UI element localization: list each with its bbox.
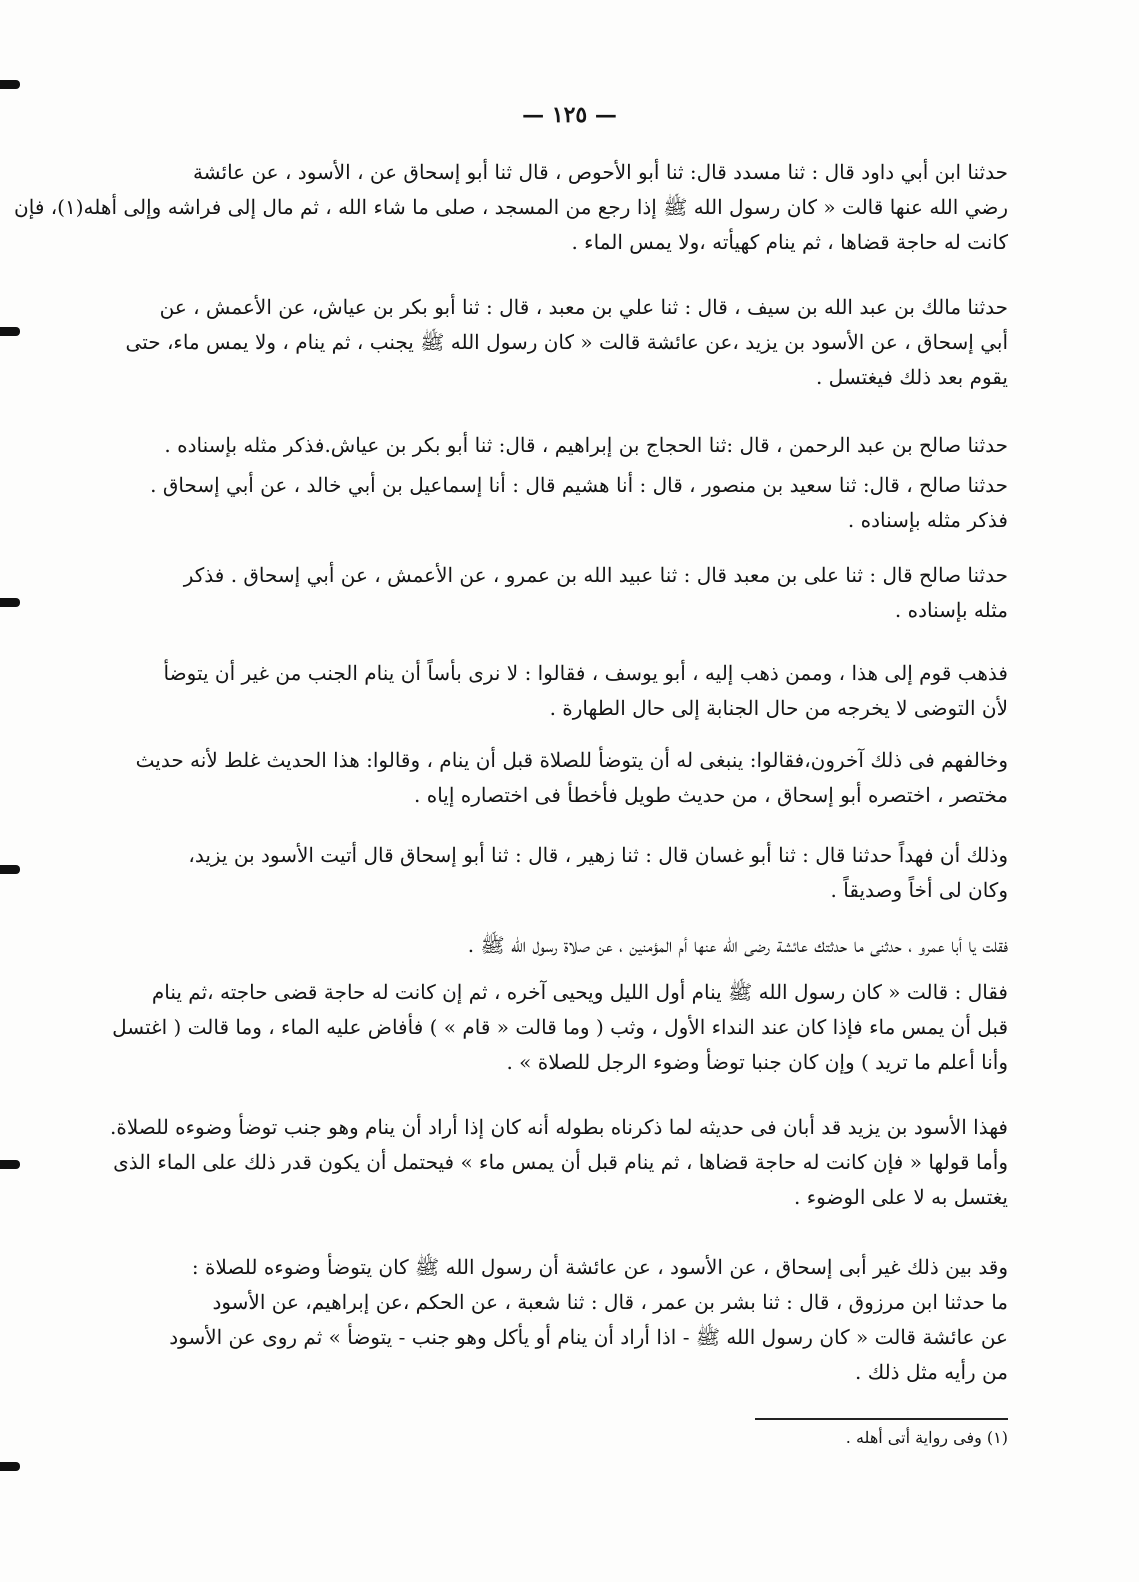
- text-line: وكان لى أخاً وصديقاً .: [830, 878, 1008, 902]
- paragraph: [109, 1110, 1008, 1215]
- page-number: — ١٢٥ —: [522, 102, 617, 128]
- text-line: رضي الله عنها قالت « كان رسول الله ﷺ إذا رجع من المسجد ، صلى ما شاء الله ، ثم مال إلى فراشه وإلى أهله(١)، فإن: [14, 195, 1008, 219]
- footnote: (١) وفى رواية أتى أهله .: [845, 1428, 1008, 1447]
- text-line: حدثنا صالح بن عبد الرحمن ، قال :ثنا الحجاج بن إبراهيم ، قال: ثنا أبو بكر بن عياش.فذكر مثله بإسناده .: [164, 433, 1008, 457]
- text-line: فذكر مثله بإسناده .: [847, 508, 1008, 532]
- paragraph: [118, 656, 1008, 726]
- text-line: يقوم بعد ذلك فيغتسل .: [815, 365, 1008, 389]
- text-line: من رأيه مثل ذلك .: [855, 1360, 1008, 1384]
- scan-edge-mark: [0, 1160, 20, 1169]
- text-line: وأما قولها « فإن كانت له حاجة قضاها ، ثم ينام قبل أن يمس ماء » فيحتمل أن يكون قدر ذلك على الماء الذى: [113, 1150, 1008, 1174]
- text-line: قبل أن يمس ماء فإذا كان عند النداء الأول ، وثب ( وما قالت « قام » ) فأفاض عليه الماء ، وما قالت ( اغتسل: [112, 1015, 1008, 1039]
- text-line: عن عائشة قالت « كان رسول الله ﷺ - اذا أراد أن ينام أو يأكل وهو جنب - يتوضأ » ثم روى عن الأسود: [169, 1325, 1008, 1349]
- scan-edge-mark: [0, 598, 20, 607]
- text-line: وقد بين ذلك غير أبى إسحاق ، عن الأسود ، عن عائشة أن رسول الله ﷺ كان يتوضأ وضوءه للصلاة :: [191, 1255, 1008, 1279]
- paragraph: [118, 743, 1008, 813]
- text-line: وأنا أعلم ما تريد ) وإن كان جنبا توضأ وضوء الرجل للصلاة » .: [506, 1050, 1008, 1074]
- paragraph: [118, 1250, 1008, 1390]
- paragraph: [118, 428, 1008, 463]
- text-line: وذلك أن فهداً حدثنا قال : ثنا أبو غسان قال : ثنا زهير ، قال : ثنا أبو إسحاق قال أتيت الأسود بن يزيد،: [188, 843, 1008, 867]
- text-line: مثله بإسناده .: [894, 598, 1008, 622]
- scan-edge-mark: [0, 1462, 20, 1471]
- text-line: حدثنا صالح قال : ثنا على بن معبد قال : ثنا عبيد الله بن عمرو ، عن الأعمش ، عن أبي إسحاق . فذكر: [183, 563, 1008, 587]
- text-line: يغتسل به لا على الوضوء .: [793, 1185, 1008, 1209]
- scan-edge-mark: [0, 80, 20, 89]
- paragraph: [118, 558, 1008, 628]
- text-line: كانت له حاجة قضاها ، ثم ينام كهيأته ،ولا يمس الماء .: [571, 230, 1008, 254]
- paragraph: [118, 928, 1008, 963]
- paragraph: [112, 975, 1008, 1080]
- text-line: حدثنا ابن أبي داود قال : ثنا مسدد قال: ثنا أبو الأحوص ، قال ثنا أبو إسحاق عن ، الأسود ، عن عائشة: [192, 160, 1008, 184]
- text-line: فقال : قالت « كان رسول الله ﷺ ينام أول الليل ويحيى آخره ، ثم إن كانت له حاجة قضى حاجته ،ثم ينام: [151, 980, 1008, 1004]
- paragraph: [118, 468, 1008, 538]
- footnote-rule: [755, 1418, 1008, 1420]
- text-line: حدثنا صالح ، قال: ثنا سعيد بن منصور ، قال : أنا هشيم قال : أنا إسماعيل بن أبي خالد ، عن أبي إسحاق .: [150, 473, 1008, 497]
- text-line: مختصر ، اختصره أبو إسحاق ، من حديث طويل فأخطأ فى اختصاره إياه .: [414, 783, 1008, 807]
- text-line: فذهب قوم إلى هذا ، وممن ذهب إليه ، أبو يوسف ، فقالوا : لا نرى بأساً أن ينام الجنب من غير أن يتوضأ: [163, 661, 1008, 685]
- text-line: لأن التوضى لا يخرجه من حال الجنابة إلى حال الطهارة .: [549, 696, 1008, 720]
- scan-edge-mark: [0, 865, 20, 874]
- paragraph: [118, 290, 1008, 395]
- text-line: فقلت يا أبا عمرو ، حدثنى ما حدثتك عائشة رضى الله عنها أم المؤمنين ، عن صلاة رسول الله ﷺ .: [467, 933, 1008, 957]
- text-line: حدثنا مالك بن عبد الله بن سيف ، قال : ثنا علي بن معبد ، قال : ثنا أبو بكر بن عياش، عن الأعمش ، عن: [159, 295, 1008, 319]
- text-line: وخالفهم فى ذلك آخرون،فقالوا: ينبغى له أن يتوضأ للصلاة قبل أن ينام ، وقالوا: هذا الحديث غلط لأنه حديث: [135, 748, 1008, 772]
- text-line: أبي إسحاق ، عن الأسود بن يزيد ،عن عائشة قالت « كان رسول الله ﷺ يجنب ، ثم ينام ، ولا يمس ماء، حتى: [125, 330, 1008, 354]
- paragraph: [14, 155, 1008, 260]
- text-line: فهذا الأسود بن يزيد قد أبان فى حديثه لما ذكرناه بطوله أنه كان إذا أراد أن ينام وهو جنب توضأ وضوءه للصلاة.: [109, 1115, 1008, 1139]
- text-line: ما حدثنا ابن مرزوق ، قال : ثنا بشر بن عمر ، قال : ثنا شعبة ، عن الحكم ،عن إبراهيم، عن الأسود: [212, 1290, 1008, 1314]
- paragraph: [118, 838, 1008, 908]
- scan-edge-mark: [0, 327, 20, 336]
